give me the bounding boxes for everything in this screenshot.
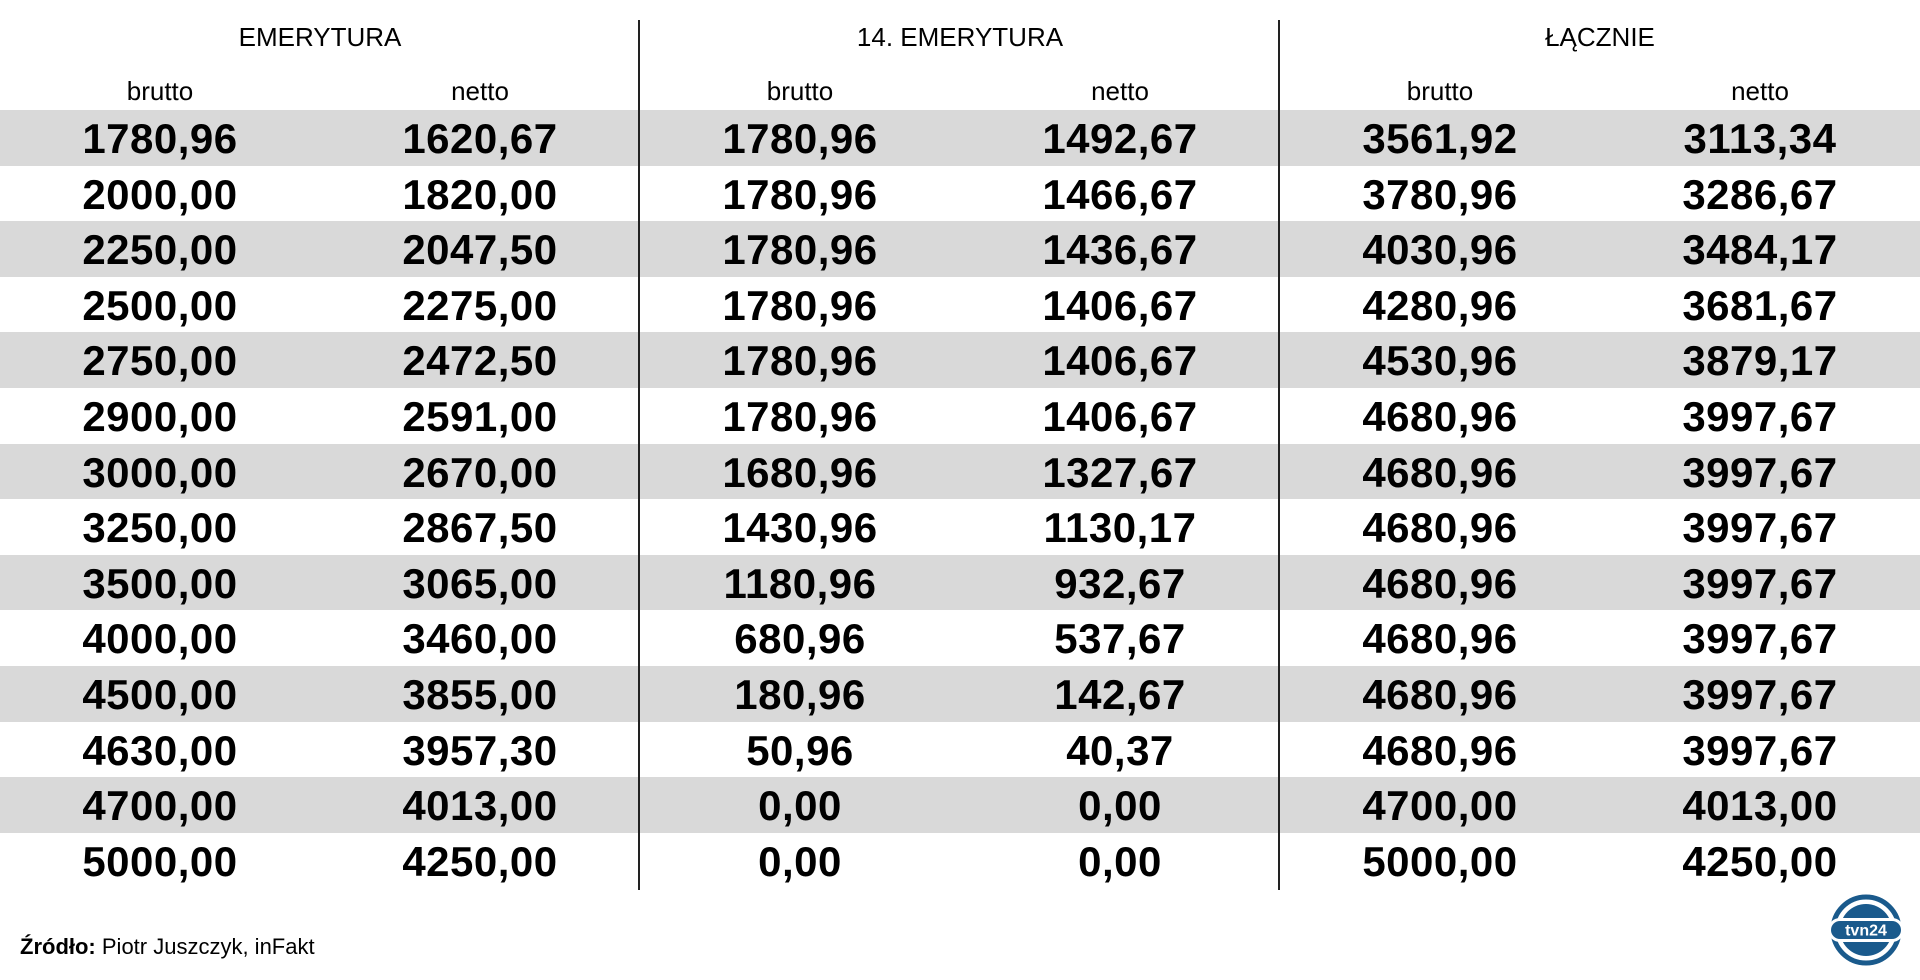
cell-lacznie-netto: 4250,00	[1682, 837, 1838, 885]
cell-emerytura-netto: 1820,00	[402, 170, 558, 218]
table-row	[0, 610, 1920, 666]
cell-emerytura-netto: 3065,00	[402, 559, 558, 607]
cell-emerytura-netto: 2472,50	[402, 337, 558, 385]
cell-lacznie-brutto: 4530,96	[1362, 337, 1518, 385]
cell-emerytura-netto: 1620,67	[402, 115, 558, 162]
cell-lacznie-netto: 3997,67	[1682, 726, 1838, 774]
table-row	[0, 166, 1920, 222]
cell-lacznie-brutto: 4680,96	[1362, 559, 1518, 607]
cell-emerytura-netto: 2591,00	[402, 392, 558, 440]
cell-14-emerytura-netto: 932,67	[1054, 559, 1186, 607]
tvn24-logo	[1826, 890, 1906, 970]
group-header-emerytura: EMERYTURA	[238, 22, 402, 52]
cell-14-emerytura-brutto: 0,00	[758, 837, 842, 885]
cell-lacznie-brutto: 4030,96	[1362, 226, 1518, 274]
column-divider	[1278, 20, 1280, 890]
cell-14-emerytura-netto: 1436,67	[1042, 226, 1198, 274]
cell-14-emerytura-brutto: 1780,96	[722, 226, 878, 274]
cell-lacznie-netto: 3484,17	[1682, 226, 1838, 274]
cell-emerytura-netto: 4013,00	[402, 782, 558, 830]
sub-header-brutto: brutto	[766, 76, 834, 106]
cell-emerytura-brutto: 5000,00	[82, 837, 238, 885]
cell-emerytura-brutto: 4630,00	[82, 726, 238, 774]
source-text: Piotr Juszczyk, inFakt	[95, 934, 315, 959]
cell-lacznie-brutto: 4680,96	[1362, 615, 1518, 663]
cell-lacznie-brutto: 4680,96	[1362, 392, 1518, 440]
cell-14-emerytura-netto: 1406,67	[1042, 281, 1198, 329]
cell-emerytura-netto: 2670,00	[402, 448, 558, 496]
cell-emerytura-brutto: 4000,00	[82, 615, 238, 663]
sub-header-brutto: brutto	[126, 76, 194, 106]
column-divider	[638, 20, 640, 890]
cell-lacznie-brutto: 4680,96	[1362, 670, 1518, 718]
cell-lacznie-netto: 4013,00	[1682, 782, 1838, 830]
cell-14-emerytura-netto: 1327,67	[1042, 448, 1198, 496]
table-row	[0, 499, 1920, 555]
cell-14-emerytura-netto: 1406,67	[1042, 392, 1198, 440]
cell-14-emerytura-brutto: 1780,96	[722, 170, 878, 218]
cell-lacznie-netto: 3997,67	[1682, 559, 1838, 607]
cell-emerytura-netto: 2867,50	[402, 504, 558, 552]
sub-header-netto: netto	[451, 76, 509, 106]
cell-14-emerytura-netto: 1130,17	[1043, 504, 1197, 552]
cell-lacznie-netto: 3997,67	[1682, 670, 1838, 718]
cell-emerytura-netto: 2047,50	[402, 226, 558, 274]
cell-14-emerytura-brutto: 0,00	[758, 782, 842, 830]
sub-header-brutto: brutto	[1406, 76, 1474, 106]
group-header-row	[0, 0, 1920, 72]
cell-lacznie-brutto: 3561,92	[1362, 115, 1518, 162]
sub-header-netto: netto	[1091, 76, 1149, 106]
cell-14-emerytura-netto: 537,67	[1054, 615, 1186, 663]
cell-lacznie-netto: 3997,67	[1682, 392, 1838, 440]
cell-emerytura-brutto: 1780,96	[82, 115, 238, 162]
cell-14-emerytura-brutto: 50,96	[746, 726, 854, 774]
cell-14-emerytura-netto: 1466,67	[1042, 170, 1198, 218]
cell-emerytura-brutto: 4500,00	[82, 670, 238, 718]
cell-emerytura-brutto: 2500,00	[82, 281, 238, 329]
cell-lacznie-brutto: 4700,00	[1362, 782, 1518, 830]
cell-emerytura-brutto: 2750,00	[82, 337, 238, 385]
cell-14-emerytura-brutto: 1430,96	[722, 504, 878, 552]
cell-14-emerytura-brutto: 180,96	[734, 670, 866, 718]
cell-emerytura-brutto: 2000,00	[82, 170, 238, 218]
table-row	[0, 722, 1920, 778]
cell-lacznie-brutto: 4680,96	[1362, 726, 1518, 774]
cell-14-emerytura-brutto: 1780,96	[722, 281, 878, 329]
cell-14-emerytura-brutto: 1180,96	[723, 559, 877, 607]
sub-header-netto: netto	[1731, 76, 1789, 106]
cell-14-emerytura-netto: 40,37	[1066, 726, 1174, 774]
cell-emerytura-netto: 3957,30	[402, 726, 558, 774]
cell-emerytura-brutto: 2900,00	[82, 392, 238, 440]
cell-lacznie-brutto: 4680,96	[1362, 448, 1518, 496]
table-row	[0, 221, 1920, 277]
group-header-14-emerytura: 14. EMERYTURA	[856, 22, 1064, 52]
source-label: Źródło:	[20, 934, 96, 959]
table-body	[0, 110, 1920, 888]
cell-emerytura-brutto: 3250,00	[82, 504, 238, 552]
cell-lacznie-netto: 3997,67	[1682, 504, 1838, 552]
cell-14-emerytura-netto: 0,00	[1078, 782, 1162, 830]
sub-header-row	[0, 72, 1920, 110]
cell-14-emerytura-netto: 1492,67	[1042, 115, 1198, 162]
logo-text: tvn24	[1845, 922, 1887, 940]
cell-14-emerytura-brutto: 1780,96	[722, 115, 878, 162]
table-row	[0, 833, 1920, 889]
cell-emerytura-brutto: 3500,00	[82, 559, 238, 607]
cell-14-emerytura-brutto: 1780,96	[722, 392, 878, 440]
cell-emerytura-netto: 3460,00	[402, 615, 558, 663]
cell-emerytura-netto: 4250,00	[402, 837, 558, 885]
table-row	[0, 388, 1920, 444]
cell-lacznie-netto: 3681,67	[1682, 281, 1838, 329]
cell-14-emerytura-netto: 0,00	[1078, 837, 1162, 885]
cell-lacznie-brutto: 5000,00	[1362, 837, 1518, 885]
table-row	[0, 110, 1920, 166]
table-row	[0, 777, 1920, 833]
cell-lacznie-netto: 3879,17	[1682, 337, 1838, 385]
cell-lacznie-netto: 3997,67	[1682, 615, 1838, 663]
cell-lacznie-netto: 3286,67	[1682, 170, 1838, 218]
group-header-lacznie: ŁĄCZNIE	[1545, 22, 1655, 52]
cell-lacznie-netto: 3997,67	[1682, 448, 1838, 496]
cell-lacznie-brutto: 4280,96	[1362, 281, 1518, 329]
source-note	[20, 934, 315, 960]
cell-emerytura-brutto: 4700,00	[82, 782, 238, 830]
cell-emerytura-netto: 2275,00	[402, 281, 558, 329]
cell-emerytura-brutto: 3000,00	[82, 448, 238, 496]
table-row	[0, 332, 1920, 388]
cell-emerytura-netto: 3855,00	[402, 670, 558, 718]
cell-lacznie-brutto: 4680,96	[1362, 504, 1518, 552]
cell-14-emerytura-brutto: 1780,96	[722, 337, 878, 385]
cell-lacznie-netto: 3113,34	[1683, 115, 1837, 162]
cell-lacznie-brutto: 3780,96	[1362, 170, 1518, 218]
cell-14-emerytura-netto: 1406,67	[1042, 337, 1198, 385]
table-row	[0, 444, 1920, 500]
cell-14-emerytura-brutto: 680,96	[734, 615, 866, 663]
cell-14-emerytura-netto: 142,67	[1054, 670, 1186, 718]
table-row	[0, 666, 1920, 722]
cell-14-emerytura-brutto: 1680,96	[722, 448, 878, 496]
cell-emerytura-brutto: 2250,00	[82, 226, 238, 274]
table-row	[0, 277, 1920, 333]
table-row	[0, 555, 1920, 611]
